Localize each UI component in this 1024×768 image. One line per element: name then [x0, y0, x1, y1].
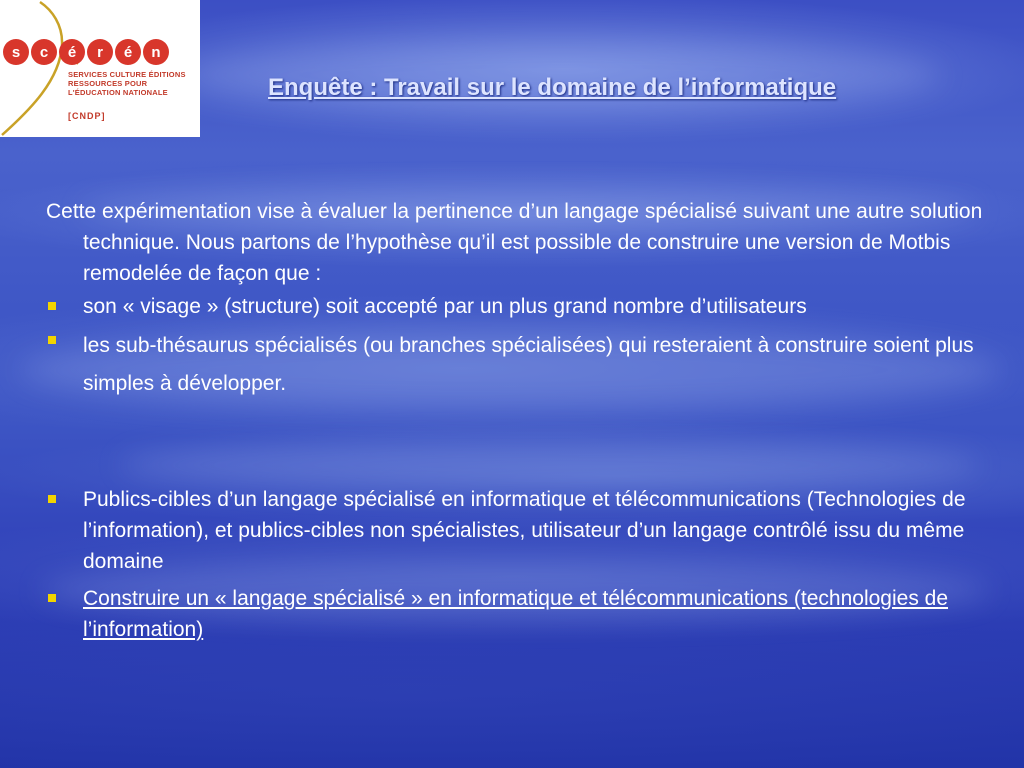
svg-text:é: é — [123, 44, 133, 61]
bullet-item — [46, 484, 996, 577]
logo-tagline-line: RESSOURCES POUR — [68, 79, 148, 88]
logo-tagline — [68, 70, 198, 97]
svg-text:r: r — [97, 44, 103, 61]
bullet-link-text[interactable]: Construire un « langage spécialisé » en informatique et télécommunications (technologies de l’information) — [83, 587, 949, 641]
bullet-square-icon — [48, 336, 56, 344]
svg-text:c: c — [39, 44, 49, 61]
slide-title: Enquête : Travail sur le domaine de l’informatique — [268, 74, 837, 101]
svg-text:n: n — [151, 44, 161, 61]
bullet-text: Publics-cibles d’un langage spécialisé en informatique et télécommunications (Technologies de l’information), et publics-cibles non spécialistes, utilisateur d’un langage contrôlé issu du même domaine — [83, 488, 966, 573]
bullet-item — [46, 583, 996, 645]
logo-tagline-line: L'ÉDUCATION NATIONALE — [68, 88, 168, 97]
bullet-item — [46, 327, 996, 403]
svg-text:é: é — [67, 44, 77, 61]
logo-cndp: [CNDP] — [68, 111, 106, 121]
intro-paragraph: Cette expérimentation vise à évaluer la pertinence d’un langage spécialisé suivant une autre solution technique. Nous partons de l’hypothèse qu’il est possible de construire une version de Motbis remodelée de façon que : — [46, 200, 983, 285]
bullet-square-icon — [48, 495, 56, 503]
bullet-text: les sub-thésaurus spécialisés (ou branches spécialisées) qui resteraient à construire soient plus simples à développer. — [83, 334, 974, 395]
bullet-text: son « visage » (structure) soit accepté par un plus grand nombre d’utilisateurs — [83, 295, 807, 318]
svg-text:s: s — [11, 44, 21, 61]
bullet-item — [46, 291, 996, 322]
slide-body — [46, 196, 996, 645]
bullet-square-icon — [48, 302, 56, 310]
logo-tagline-line: SERVICES CULTURE ÉDITIONS — [68, 70, 186, 79]
scerén-logo — [0, 0, 200, 137]
bullet-square-icon — [48, 594, 56, 602]
